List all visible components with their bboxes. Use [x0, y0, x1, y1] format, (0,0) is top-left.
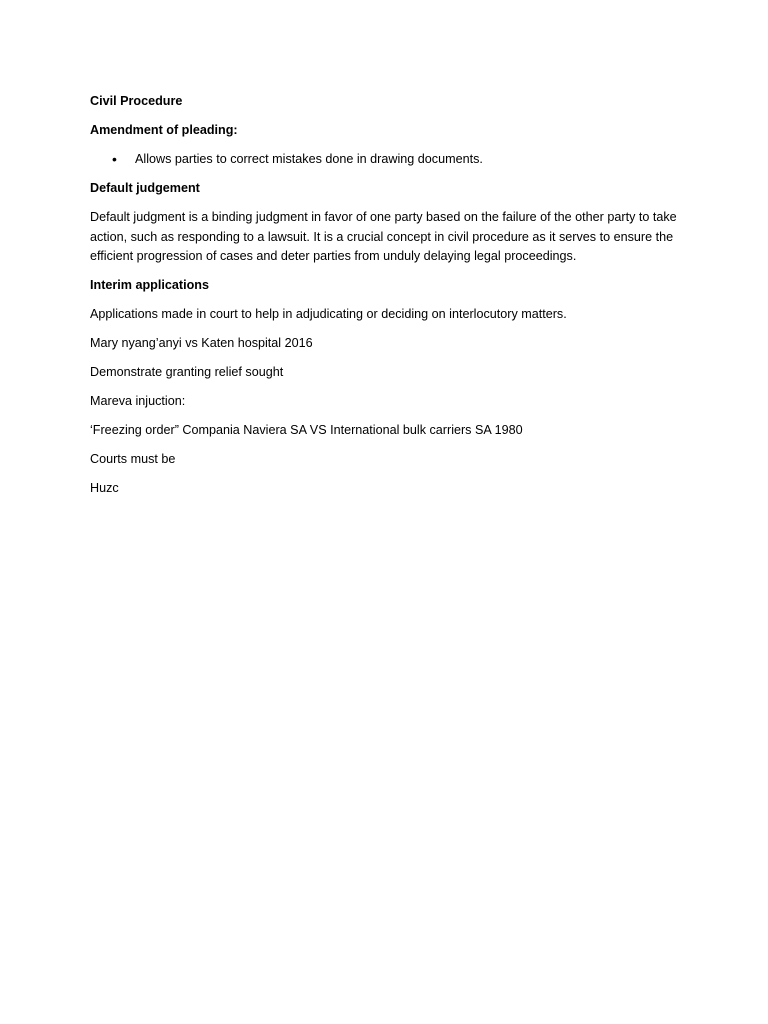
- heading-default-judgement: Default judgement: [90, 181, 200, 195]
- case-citation-line: Mary nyang’anyi vs Katen hospital 2016: [90, 336, 313, 350]
- courts-line: Courts must be: [90, 452, 176, 466]
- heading-interim-applications: Interim applications: [90, 278, 209, 292]
- relief-line: Demonstrate granting relief sought: [90, 365, 284, 379]
- document-body: [90, 92, 690, 508]
- trailing-text-line: Huzc: [90, 481, 119, 495]
- heading-amendment-of-pleading: Amendment of pleading:: [90, 123, 238, 137]
- paragraph-default-judgment: Default judgment is a binding judgment in favor of one party based on the failure of the other party to take action, such as responding to a lawsuit. It is a crucial concept in civil procedure as it serves to ensure the efficient progression of cases and deter parties from unduly delaying legal proceedings.: [90, 210, 677, 263]
- freezing-order-line: ‘Freezing order” Compania Naviera SA VS International bulk carriers SA 1980: [90, 423, 523, 437]
- document-title: Civil Procedure: [90, 94, 183, 108]
- bullet-icon: •: [112, 151, 117, 167]
- paragraph-interim-applications: Applications made in court to help in adjudicating or deciding on interlocutory matters.: [90, 307, 567, 321]
- bullet-item-text: Allows parties to correct mistakes done in drawing documents.: [135, 152, 483, 166]
- mareva-line: Mareva injuction:: [90, 394, 186, 408]
- bullet-list-item: [90, 150, 690, 170]
